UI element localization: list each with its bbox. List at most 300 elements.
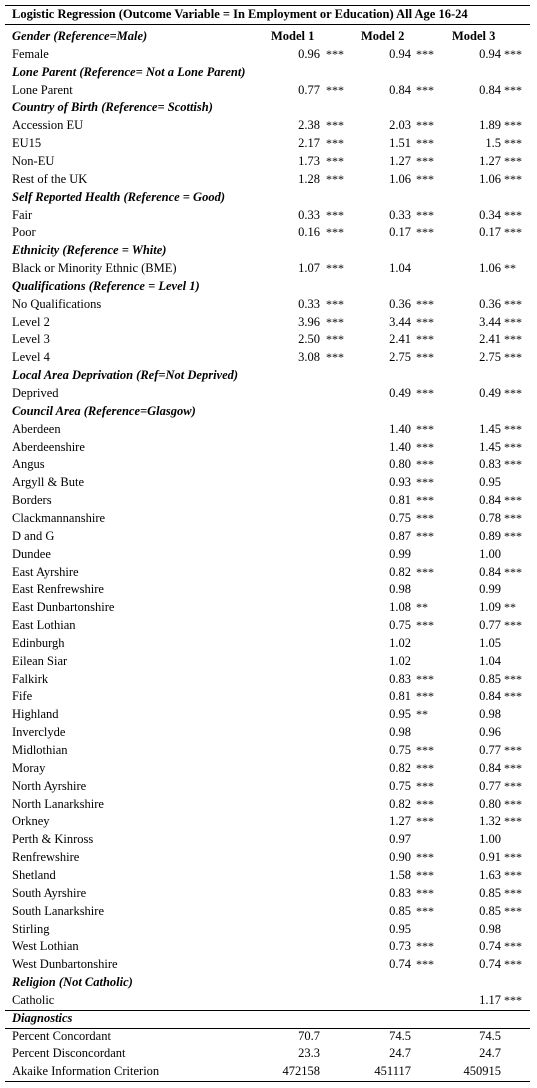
row-label: South Ayrshire [12, 885, 87, 900]
coef-model-2: 0.80 [389, 457, 411, 472]
coef-model-3: 0.84 [479, 493, 501, 508]
diag-model-1: 70.7 [298, 1028, 320, 1043]
diag-model-2: 74.5 [389, 1028, 411, 1043]
sig-model-3: *** [504, 350, 522, 365]
sig-model-3: *** [504, 814, 522, 829]
table-row [5, 580, 530, 598]
table-row [5, 527, 530, 545]
row-label: West Lothian [12, 939, 79, 954]
table-row [5, 616, 530, 634]
section-header-row [5, 1009, 530, 1027]
row-label: Eilean Siar [12, 653, 68, 668]
table-row [5, 652, 530, 670]
table-row [5, 420, 530, 438]
sig-model-3: *** [504, 171, 522, 186]
sig-model-3: *** [504, 207, 522, 222]
table-row [5, 509, 530, 527]
sig-model-2: *** [416, 457, 434, 472]
row-label: Non-EU [12, 153, 55, 168]
coef-model-3: 3.44 [479, 314, 501, 329]
row-label: Level 2 [12, 314, 50, 329]
coef-model-2: 1.51 [389, 136, 411, 151]
sig-model-2: *** [416, 475, 434, 490]
row-label: Angus [12, 457, 45, 472]
coef-model-3: 0.96 [479, 725, 501, 740]
table-row [5, 313, 530, 331]
sig-model-2: *** [416, 510, 434, 525]
coef-model-2: 0.33 [389, 207, 411, 222]
sig-model-3: *** [504, 332, 522, 347]
coef-model-1: 0.77 [298, 82, 320, 97]
sig-model-2: *** [416, 82, 434, 97]
table-row [5, 795, 530, 813]
table-row [5, 777, 530, 795]
section-header: Qualifications (Reference = Level 1) [12, 278, 200, 293]
row-label: Deprived [12, 386, 59, 400]
row-label: Aberdeen [12, 421, 61, 436]
coef-model-3: 1.00 [479, 832, 501, 847]
table-row [5, 955, 530, 973]
diag-model-1: 472158 [282, 1064, 320, 1079]
sig-model-2: *** [416, 814, 434, 829]
row-label: Lone Parent [12, 82, 73, 97]
sig-model-1: *** [326, 296, 344, 311]
coef-model-2: 0.17 [389, 225, 411, 240]
table-row [5, 902, 530, 920]
coef-model-3: 0.34 [479, 207, 501, 222]
coef-model-2: 0.82 [389, 760, 411, 775]
table-row [5, 134, 530, 152]
table-row [5, 348, 530, 366]
sig-model-3: *** [504, 314, 522, 329]
coef-model-2: 0.98 [389, 725, 411, 740]
table-row [5, 473, 530, 491]
coef-model-3: 0.84 [479, 689, 501, 704]
coef-model-3: 1.09 [479, 600, 501, 615]
sig-model-2: ** [416, 707, 428, 722]
row-label: Percent Disconcordant [12, 1046, 126, 1061]
coef-model-2: 0.84 [389, 82, 411, 97]
coef-model-2: 0.82 [389, 796, 411, 811]
sig-model-3: ** [504, 600, 516, 615]
row-label: No Qualifications [12, 296, 102, 311]
row-label: East Dunbartonshire [12, 600, 115, 615]
row-label: Edinburgh [12, 635, 65, 650]
row-label: D and G [12, 528, 55, 543]
table-row [5, 170, 530, 188]
row-label: East Ayrshire [12, 564, 79, 579]
table-row [5, 937, 530, 955]
coef-model-2: 0.85 [389, 903, 411, 918]
coef-model-3: 0.94 [479, 46, 501, 61]
section-header: Lone Parent (Reference= Not a Lone Parent) [12, 64, 246, 79]
coef-model-2: 0.36 [389, 296, 411, 311]
coef-model-3: 0.36 [479, 296, 501, 311]
diag-model-3: 74.5 [479, 1028, 501, 1043]
table-row [5, 1044, 530, 1062]
coef-model-2: 0.82 [389, 564, 411, 579]
row-label: Midlothian [12, 743, 68, 757]
coef-model-2: 1.08 [389, 600, 411, 615]
coef-model-2: 0.87 [389, 528, 411, 543]
sig-model-1: *** [326, 82, 344, 97]
sig-model-3: *** [504, 136, 522, 151]
row-label: Akaike Information Criterion [12, 1064, 160, 1079]
section-rule [5, 1010, 530, 1011]
row-label: Level 4 [12, 350, 50, 365]
sig-model-3: *** [504, 46, 522, 61]
sig-model-2: *** [416, 689, 434, 704]
sig-model-3: *** [504, 957, 522, 972]
sig-model-3: *** [504, 564, 522, 579]
section-header-row [5, 241, 530, 259]
coef-model-2: 1.02 [389, 635, 411, 650]
sig-model-2: *** [416, 903, 434, 918]
sig-model-3: *** [504, 992, 522, 1007]
coef-model-3: 1.45 [479, 421, 501, 436]
coef-model-3: 0.83 [479, 457, 501, 472]
row-label: Highland [12, 707, 59, 722]
row-label: Level 3 [12, 332, 50, 347]
coef-model-3: 1.05 [479, 635, 501, 650]
row-label: Fife [12, 689, 33, 704]
diag-model-3: 24.7 [479, 1046, 501, 1061]
table-title-row [5, 5, 530, 23]
bottom-rule [5, 1081, 530, 1082]
diag-model-3: 450915 [463, 1064, 501, 1079]
table-row [5, 152, 530, 170]
sig-model-3: *** [504, 939, 522, 954]
sig-model-1: *** [326, 118, 344, 133]
row-label: Perth & Kinross [12, 832, 94, 847]
row-label: Falkirk [12, 671, 49, 686]
diag-model-1: 23.3 [298, 1046, 320, 1061]
sig-model-2: *** [416, 778, 434, 793]
coef-model-3: 0.49 [479, 386, 501, 400]
section-header: Ethnicity (Reference = White) [12, 243, 167, 258]
row-label: East Renfrewshire [12, 582, 104, 597]
coef-model-1: 2.50 [298, 332, 320, 347]
table-row [5, 687, 530, 705]
row-label: West Dunbartonshire [12, 957, 118, 972]
row-label: Catholic [12, 992, 55, 1007]
coef-model-3: 0.95 [479, 475, 501, 490]
coef-model-1: 3.08 [298, 350, 320, 365]
section-header-row [5, 366, 530, 384]
table-row [5, 1062, 530, 1080]
table-row [5, 438, 530, 456]
coef-model-3: 0.98 [479, 921, 501, 936]
table-row [5, 759, 530, 777]
sig-model-1: *** [326, 261, 344, 276]
row-label: Argyll & Bute [12, 475, 84, 490]
coef-model-1: 1.07 [298, 261, 320, 276]
coef-model-2: 3.44 [389, 314, 411, 329]
row-label: North Ayrshire [12, 778, 87, 793]
sig-model-2: *** [416, 760, 434, 775]
sig-model-3: *** [504, 510, 522, 525]
sig-model-1: *** [326, 207, 344, 222]
coef-model-2: 0.83 [389, 885, 411, 900]
section-header: Local Area Deprivation (Ref=Not Deprived) [12, 368, 239, 383]
coef-model-3: 0.17 [479, 225, 501, 240]
row-label: Inverclyde [12, 725, 66, 740]
sig-model-3: *** [504, 421, 522, 436]
sig-model-3: ** [504, 261, 516, 276]
row-label: South Lanarkshire [12, 903, 104, 918]
coef-model-2: 0.75 [389, 743, 411, 757]
sig-model-3: *** [504, 618, 522, 633]
coef-model-3: 0.78 [479, 510, 501, 525]
row-label: Female [12, 46, 49, 61]
coef-model-2: 0.81 [389, 689, 411, 704]
sig-model-3: *** [504, 82, 522, 97]
coef-model-3: 0.77 [479, 778, 501, 793]
sig-model-1: *** [326, 332, 344, 347]
row-label: Moray [12, 760, 46, 775]
coef-model-1: 0.33 [298, 207, 320, 222]
sig-model-2: *** [416, 386, 434, 400]
row-label: Shetland [12, 867, 56, 882]
table-row [5, 848, 530, 866]
sig-model-3: *** [504, 118, 522, 133]
sig-model-3: *** [504, 457, 522, 472]
coef-model-2: 0.81 [389, 493, 411, 508]
row-label: North Lanarkshire [12, 796, 104, 811]
section-header: Gender (Reference=Male) [12, 29, 148, 43]
coef-model-3: 0.77 [479, 618, 501, 633]
coef-model-3: 0.84 [479, 760, 501, 775]
coef-model-3: 1.06 [479, 261, 501, 276]
section-header-row [5, 277, 530, 295]
sig-model-2: *** [416, 207, 434, 222]
table-title: Logistic Regression (Outcome Variable = In Employment or Education) All Age 16-24 [12, 7, 468, 21]
coef-model-2: 2.75 [389, 350, 411, 365]
title-rule [5, 24, 530, 25]
coef-model-2: 0.99 [389, 546, 411, 561]
table-row [5, 545, 530, 563]
table-row [5, 741, 530, 759]
row-label: Renfrewshire [12, 850, 80, 865]
sig-model-2: *** [416, 796, 434, 811]
coef-model-3: 1.00 [479, 546, 501, 561]
table-row [5, 1027, 530, 1045]
section-header: Council Area (Reference=Glasgow) [12, 403, 196, 418]
sig-model-2: *** [416, 528, 434, 543]
table-row [5, 723, 530, 741]
coef-model-2: 2.03 [389, 118, 411, 133]
table-row [5, 705, 530, 723]
row-label: EU15 [12, 136, 42, 151]
sig-model-3: *** [504, 439, 522, 454]
row-label: Poor [12, 225, 36, 240]
coef-model-3: 0.85 [479, 671, 501, 686]
coef-model-3: 2.41 [479, 332, 501, 347]
coef-model-3: 0.74 [479, 957, 501, 972]
table-row [5, 670, 530, 688]
coef-model-1: 0.33 [298, 296, 320, 311]
coef-model-2: 1.58 [389, 867, 411, 882]
coef-model-3: 0.85 [479, 903, 501, 918]
sig-model-2: ** [416, 600, 428, 615]
section-header-row [5, 402, 530, 420]
coef-model-2: 1.04 [389, 261, 411, 276]
sig-model-2: *** [416, 314, 434, 329]
coef-model-3: 0.84 [479, 82, 501, 97]
coef-model-3: 1.32 [479, 814, 501, 829]
coef-model-2: 0.49 [389, 386, 411, 400]
sig-model-1: *** [326, 46, 344, 61]
coef-model-3: 0.91 [479, 850, 501, 865]
coef-model-3: 0.98 [479, 707, 501, 722]
sig-model-2: *** [416, 850, 434, 865]
coef-model-3: 1.06 [479, 171, 501, 186]
row-label: Aberdeenshire [12, 439, 85, 454]
coef-model-2: 0.74 [389, 957, 411, 972]
coef-model-2: 0.95 [389, 921, 411, 936]
coef-model-2: 0.83 [389, 671, 411, 686]
table-row [5, 830, 530, 848]
column-header-model-1: Model 1 [271, 29, 315, 43]
coef-model-2: 1.27 [389, 153, 411, 168]
row-label: Black or Minority Ethnic (BME) [12, 261, 177, 276]
row-label: Stirling [12, 921, 50, 936]
table-row [5, 81, 530, 99]
sig-model-3: *** [504, 760, 522, 775]
sig-model-3: *** [504, 528, 522, 543]
row-label: Percent Concordant [12, 1028, 111, 1043]
coef-model-2: 1.02 [389, 653, 411, 668]
sig-model-2: *** [416, 225, 434, 240]
coef-model-2: 2.41 [389, 332, 411, 347]
table-row [5, 563, 530, 581]
sig-model-2: *** [416, 671, 434, 686]
sig-model-3: *** [504, 296, 522, 311]
coef-model-1: 0.96 [298, 46, 320, 61]
coef-model-1: 2.38 [298, 118, 320, 133]
sig-model-3: *** [504, 386, 522, 400]
table-row [5, 634, 530, 652]
section-header-row [5, 973, 530, 991]
sig-model-2: *** [416, 421, 434, 436]
row-label: Fair [12, 207, 33, 222]
sig-model-3: *** [504, 225, 522, 240]
coef-model-2: 0.95 [389, 707, 411, 722]
sig-model-3: *** [504, 796, 522, 811]
row-label: Orkney [12, 814, 50, 829]
sig-model-2: *** [416, 296, 434, 311]
coef-model-3: 2.75 [479, 350, 501, 365]
coef-model-2: 0.73 [389, 939, 411, 954]
sig-model-1: *** [326, 153, 344, 168]
sig-model-2: *** [416, 493, 434, 508]
coef-model-2: 0.94 [389, 46, 411, 61]
table-row [5, 991, 530, 1009]
coef-model-1: 3.96 [298, 314, 320, 329]
table-row [5, 491, 530, 509]
sig-model-2: *** [416, 153, 434, 168]
coef-model-2: 0.75 [389, 618, 411, 633]
diag-model-2: 24.7 [389, 1046, 411, 1061]
section-header-row [5, 188, 530, 206]
table-row [5, 884, 530, 902]
sig-model-2: *** [416, 939, 434, 954]
coef-model-2: 0.97 [389, 832, 411, 847]
sig-model-2: *** [416, 171, 434, 186]
sig-model-2: *** [416, 136, 434, 151]
column-header-model-3: Model 3 [452, 29, 496, 43]
section-header: Country of Birth (Reference= Scottish) [12, 100, 213, 115]
coef-model-3: 1.17 [479, 992, 501, 1007]
coef-model-3: 0.99 [479, 582, 501, 597]
coef-model-2: 1.27 [389, 814, 411, 829]
sig-model-1: *** [326, 314, 344, 329]
sig-model-2: *** [416, 618, 434, 633]
coef-model-2: 0.93 [389, 475, 411, 490]
coef-model-1: 2.17 [298, 136, 320, 151]
coef-model-3: 1.89 [479, 118, 501, 133]
coef-model-2: 1.06 [389, 171, 411, 186]
sig-model-2: *** [416, 350, 434, 365]
row-label: Rest of the UK [12, 171, 88, 186]
sig-model-3: *** [504, 493, 522, 508]
coef-model-2: 0.75 [389, 778, 411, 793]
coef-model-3: 1.27 [479, 153, 501, 168]
coef-model-1: 1.73 [298, 153, 320, 168]
coef-model-2: 0.75 [389, 510, 411, 525]
section-header-row [5, 63, 530, 81]
sig-model-3: *** [504, 903, 522, 918]
coef-model-3: 0.89 [479, 528, 501, 543]
section-header-row [5, 98, 530, 116]
coef-model-3: 0.74 [479, 939, 501, 954]
sig-model-2: *** [416, 46, 434, 61]
sig-model-3: *** [504, 671, 522, 686]
sig-model-2: *** [416, 957, 434, 972]
table-row [5, 206, 530, 224]
sig-model-2: *** [416, 332, 434, 347]
table-row [5, 920, 530, 938]
section-header: Diagnostics [12, 1010, 73, 1025]
table-row [5, 116, 530, 134]
section-header: Religion (Not Catholic) [12, 975, 133, 990]
sig-model-3: *** [504, 850, 522, 865]
coef-model-2: 0.98 [389, 582, 411, 597]
coef-model-3: 1.45 [479, 439, 501, 454]
sig-model-3: *** [504, 743, 522, 757]
table-row [5, 223, 530, 241]
coef-model-3: 1.63 [479, 867, 501, 882]
sig-model-1: *** [326, 225, 344, 240]
table-row [5, 330, 530, 348]
sig-model-3: *** [504, 689, 522, 704]
table-row [5, 455, 530, 473]
coef-model-3: 0.77 [479, 743, 501, 757]
sig-model-2: *** [416, 743, 434, 757]
table-row [5, 384, 530, 402]
sig-model-2: *** [416, 867, 434, 882]
section-rule [5, 1028, 530, 1029]
coef-model-1: 0.16 [298, 225, 320, 240]
diag-model-2: 451117 [374, 1064, 411, 1079]
sig-model-3: *** [504, 867, 522, 882]
sig-model-2: *** [416, 118, 434, 133]
coef-model-3: 0.84 [479, 564, 501, 579]
section-header: Self Reported Health (Reference = Good) [12, 189, 225, 204]
row-label: Dundee [12, 546, 51, 561]
coef-model-3: 0.80 [479, 796, 501, 811]
coef-model-3: 1.04 [479, 653, 501, 668]
